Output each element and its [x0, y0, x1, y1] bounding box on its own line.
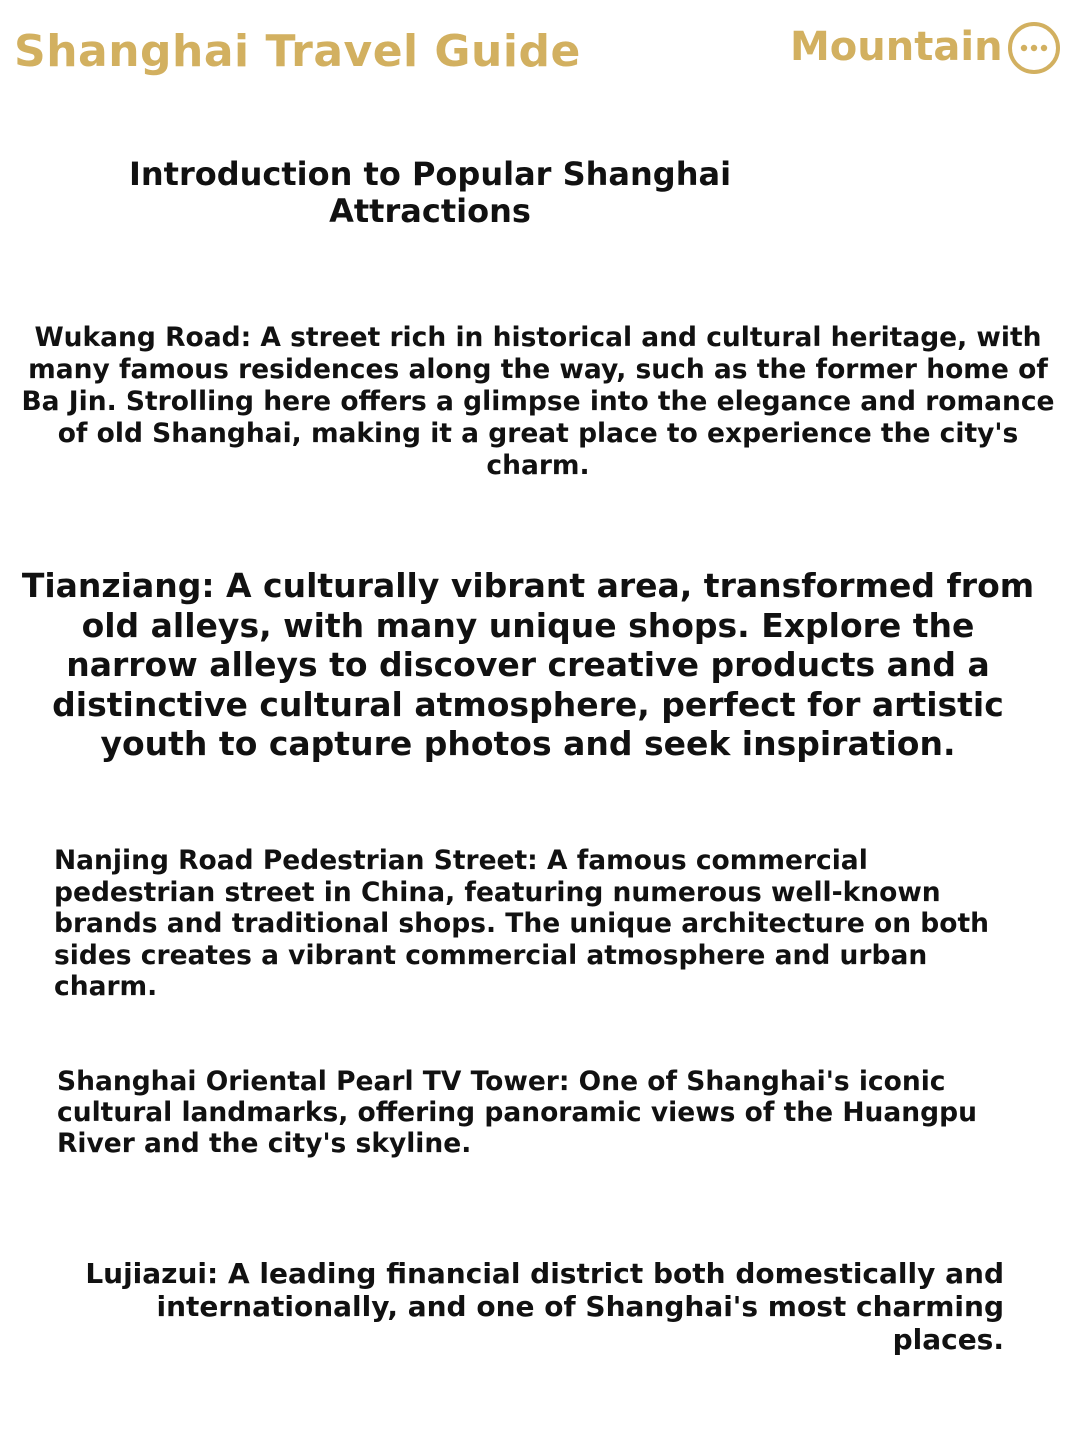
attraction-lujiazui: Lujiazui: A leading financial district both domestically and internationally, and one of Shanghai's most charming places. — [85, 1257, 1004, 1356]
attraction-wukang-road: Wukang Road: A street rich in historical and cultural heritage, with many famous residences along the way, such as the former home of Ba Jin. Strolling here offers a glimpse into the elegance and romance of old Shanghai, making it a great place to experience the city's charm. — [21, 322, 1055, 481]
section-heading: Introduction to Popular Shanghai Attractions — [128, 155, 732, 230]
page-title: Shanghai Travel Guide — [14, 26, 581, 77]
attraction-tianziang: Tianziang: A culturally vibrant area, transformed from old alleys, with many unique shops. Explore the narrow alleys to discover creative products and a distinctive cultural atmosphere, perfect for artistic youth to capture photos and seek inspiration. — [21, 566, 1035, 763]
brand-name: Mountain — [790, 24, 1003, 70]
more-horizontal-icon — [1019, 43, 1049, 53]
attraction-nanjing-road: Nanjing Road Pedestrian Street: A famous commercial pedestrian street in China, featuring numerous well-known brands and traditional shops. The unique architecture on both sides creates a vibrant commercial atmosphere and urban charm. — [54, 845, 990, 1002]
more-options-button[interactable] — [1008, 22, 1060, 74]
attraction-oriental-pearl-tower: Shanghai Oriental Pearl TV Tower: One of Shanghai's iconic cultural landmarks, offering panoramic views of the Huangpu River and the city's skyline. — [57, 1066, 977, 1159]
